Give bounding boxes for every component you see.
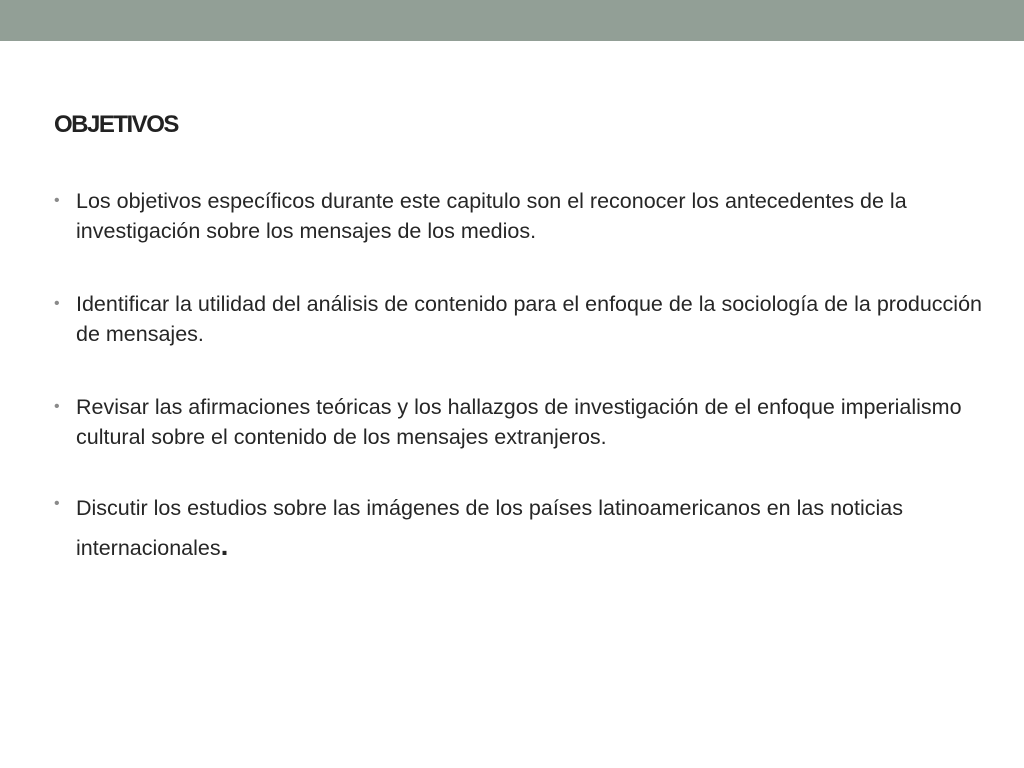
bullet-item [54,186,984,246]
bullet-text: Identificar la utilidad del análisis de contenido para el enfoque de la sociología de la producción de mensajes [76,292,983,346]
bullet-dot-icon: • [54,295,60,312]
bullet-dot-icon: • [54,398,60,415]
bullet-item [54,289,984,349]
bullet-end: . [220,530,229,561]
bullet-dot-icon: • [54,192,60,209]
bullet-text: Revisar las afirmaciones teóricas y los hallazgos de investigación de el enfoque imperialismo cultural sobre el contenido de los mensajes extranjeros [76,395,962,449]
bullet-dot-icon: • [54,495,60,512]
bullet-end: . [530,219,537,243]
bullet-end: . [197,322,204,346]
bullet-item [54,489,984,567]
slide-title: OBJETIVOS [54,111,178,138]
bullet-text: Los objetivos específicos durante este capitulo son el reconocer los antecedentes de la investigación sobre los mensajes de los medios [76,189,907,243]
bullet-text: Discutir los estudios sobre las imágenes de los países latinoamericanos en las noticias internacionales [76,496,903,560]
bullet-list [54,186,984,567]
top-accent-bar [0,0,1024,41]
bullet-end: . [600,425,607,449]
bullet-item [54,392,984,452]
